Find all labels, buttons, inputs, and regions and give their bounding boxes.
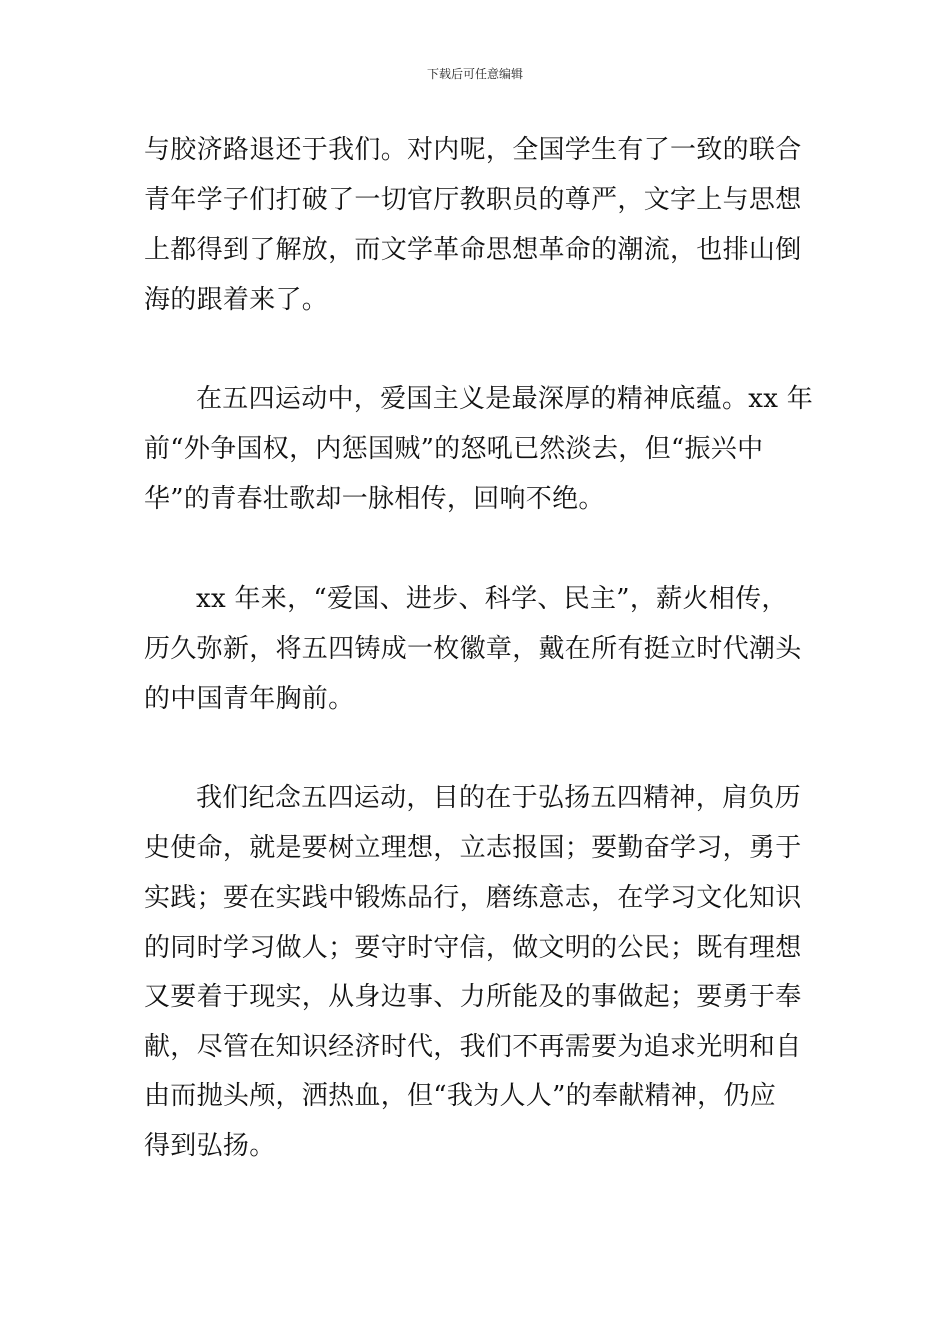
paragraph-2-line-1: 在五四运动中，爱国主义是最深厚的精神底蕴。xx 年 [196,384,814,414]
page-header: 下载后可任意编辑 [426,67,523,81]
paragraph-1-line-2: 青年学子们打破了一切官厅教职员的尊严，文字上与思想 [144,185,802,215]
paragraph-4-line-2: 史使命，就是要树立理想，立志报国；要勤奋学习，勇于 [144,833,802,863]
paragraph-1-line-4: 海的跟着来了。 [144,285,329,315]
paragraph-4-line-7: 由而抛头颅，洒热血，但“我为人人”的奉献精神，仍应 [144,1081,777,1111]
paragraph-4-line-4: 的同时学习做人；要守时守信，做文明的公民；既有理想 [144,933,802,963]
paragraph-2-line-2: 前“外争国权，内惩国贼”的怒吼已然淡去，但“振兴中 [144,434,764,464]
paragraph-4-line-6: 献，尽管在知识经济时代，我们不再需要为追求光明和自 [144,1032,802,1062]
paragraph-4-line-5: 又要着于现实，从身边事、力所能及的事做起；要勇于奉 [144,982,802,1012]
paragraph-3-line-2: 历久弥新，将五四铸成一枚徽章，戴在所有挺立时代潮头 [144,634,802,664]
paragraph-1-line-1: 与胶济路退还于我们。对内呢，全国学生有了一致的联合 [144,135,802,165]
paragraph-3-line-1: xx 年来，“爱国、进步、科学、民主”，薪火相传， [196,584,788,614]
paragraph-4-line-1: 我们纪念五四运动，目的在于弘扬五四精神，肩负历 [196,783,801,813]
paragraph-4-line-3: 实践；要在实践中锻炼品行，磨练意志，在学习文化知识 [144,883,802,913]
paragraph-1-line-3: 上都得到了解放，而文学革命思想革命的潮流，也排山倒 [144,235,802,265]
paragraph-3-line-3: 的中国青年胸前。 [144,684,355,714]
paragraph-2-line-3: 华”的青春壮歌却一脉相传，回响不绝。 [144,484,605,514]
paragraph-4-line-8: 得到弘扬。 [144,1131,276,1161]
